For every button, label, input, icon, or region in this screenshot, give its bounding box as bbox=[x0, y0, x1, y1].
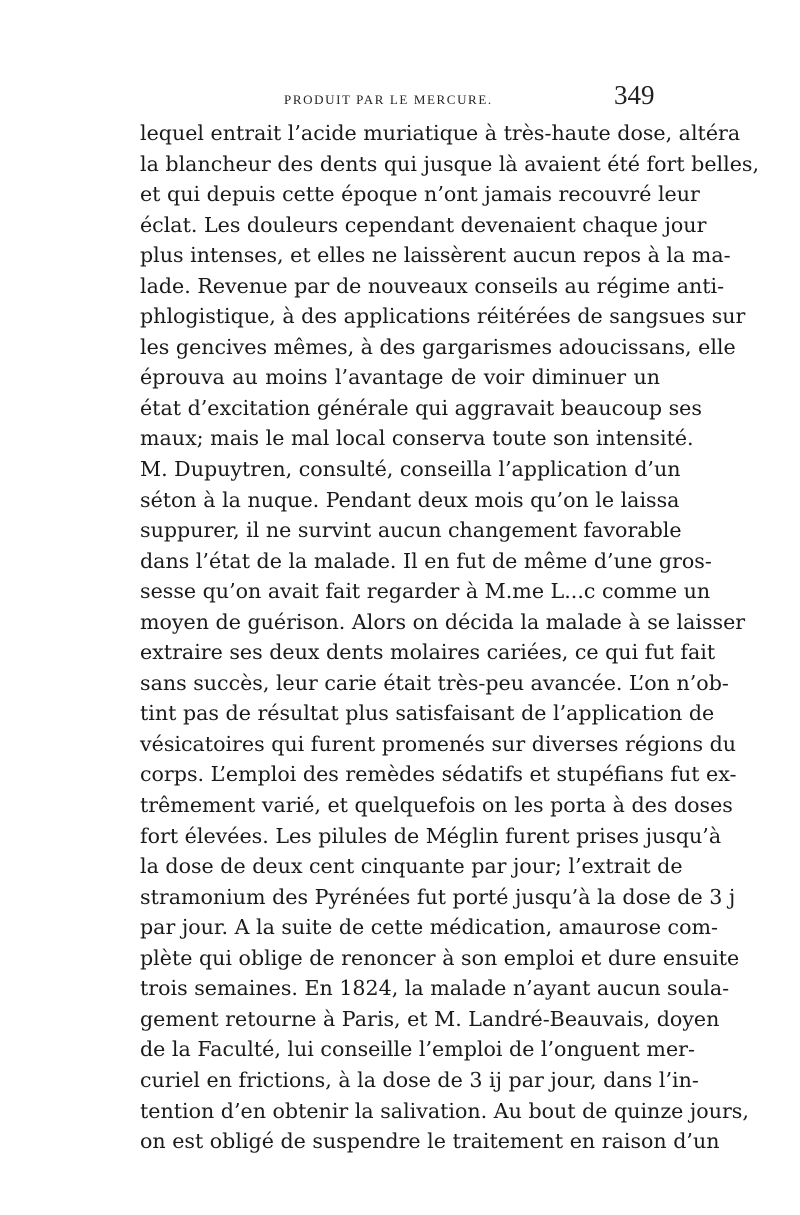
text-line: lade. Revenue par de nouveaux conseils au régime anti- bbox=[140, 273, 725, 298]
text-line: plus intenses, et elles ne laissèrent aucun repos à la ma- bbox=[140, 243, 731, 268]
text-line: tint pas de résultat plus satisfaisant de l’application de bbox=[140, 701, 715, 726]
text-line: les gencives mêmes, à des gargarismes adoucissans, elle bbox=[140, 334, 736, 359]
text-line: sesse qu’on avait fait regarder à M.me L...c comme un bbox=[140, 579, 711, 604]
text-line: lequel entrait l’acide muriatique à très-haute dose, altéra bbox=[140, 121, 741, 145]
text-line: curiel en frictions, à la dose de 3 ij par jour, dans l’in- bbox=[140, 1067, 699, 1092]
text-line: séton à la nuque. Pendant deux mois qu’on le laissa bbox=[140, 487, 680, 512]
text-line: extraire ses deux dents molaires cariées, ce qui fut fait bbox=[140, 640, 716, 665]
text-line: et qui depuis cette époque n’ont jamais recouvré leur bbox=[140, 182, 700, 207]
text-line: trêmement varié, et quelquefois on les porta à des doses bbox=[140, 793, 733, 818]
text-line: corps. L’emploi des remèdes sédatifs et stupéfians fut ex- bbox=[140, 762, 737, 787]
text-line: phlogistique, à des applications réitérées de sangsues sur bbox=[140, 304, 746, 329]
text-line: vésicatoires qui furent promenés sur diverses régions du bbox=[140, 731, 737, 756]
text-line: état d’excitation générale qui aggravait beaucoup ses bbox=[140, 395, 702, 420]
text-line: la blancheur des dents qui jusque là avaient été fort belles, bbox=[140, 151, 760, 176]
text-line: trois semaines. En 1824, la malade n’ayant aucun soula- bbox=[140, 976, 730, 1001]
text-line: suppurer, il ne survint aucun changement favorable bbox=[140, 518, 682, 543]
text-line: par jour. A la suite de cette médication, amaurose com- bbox=[140, 915, 718, 940]
text-line: de la Faculté, lui conseille l’emploi de l’onguent mer- bbox=[140, 1037, 695, 1062]
text-line: tention d’en obtenir la salivation. Au bout de quinze jours, bbox=[140, 1098, 749, 1123]
text-line: éprouva au moins l’avantage de voir diminuer un bbox=[140, 365, 660, 390]
text-line: dans l’état de la malade. Il en fut de même d’une gros- bbox=[140, 548, 712, 573]
running-title: PRODUIT PAR LE MERCURE. bbox=[284, 92, 493, 107]
text-line: maux; mais le mal local conserva toute son intensité. bbox=[140, 426, 694, 451]
text-line: sans succès, leur carie était très-peu avancée. L’on n’ob- bbox=[140, 670, 729, 695]
text-line: stramonium des Pyrénées fut porté jusqu’à la dose de 3 j bbox=[140, 884, 736, 909]
text-line: M. Dupuytren, consulté, conseilla l’application d’un bbox=[140, 457, 681, 482]
page-number: 349 bbox=[614, 80, 655, 110]
body-text bbox=[140, 118, 760, 1157]
text-line: fort élevées. Les pilules de Méglin furent prises jusqu’à bbox=[140, 823, 722, 848]
text-line: plète qui oblige de renoncer à son emploi et dure ensuite bbox=[140, 945, 740, 970]
text-line: éclat. Les douleurs cependant devenaient chaque jour bbox=[140, 212, 707, 237]
text-line: la dose de deux cent cinquante par jour; l’extrait de bbox=[140, 854, 683, 879]
text-line: on est obligé de suspendre le traitement en raison d’un bbox=[140, 1129, 720, 1154]
text-line: moyen de guérison. Alors on décida la malade à se laisser bbox=[140, 609, 746, 634]
text-line: gement retourne à Paris, et M. Landré-Beauvais, doyen bbox=[140, 1006, 720, 1031]
